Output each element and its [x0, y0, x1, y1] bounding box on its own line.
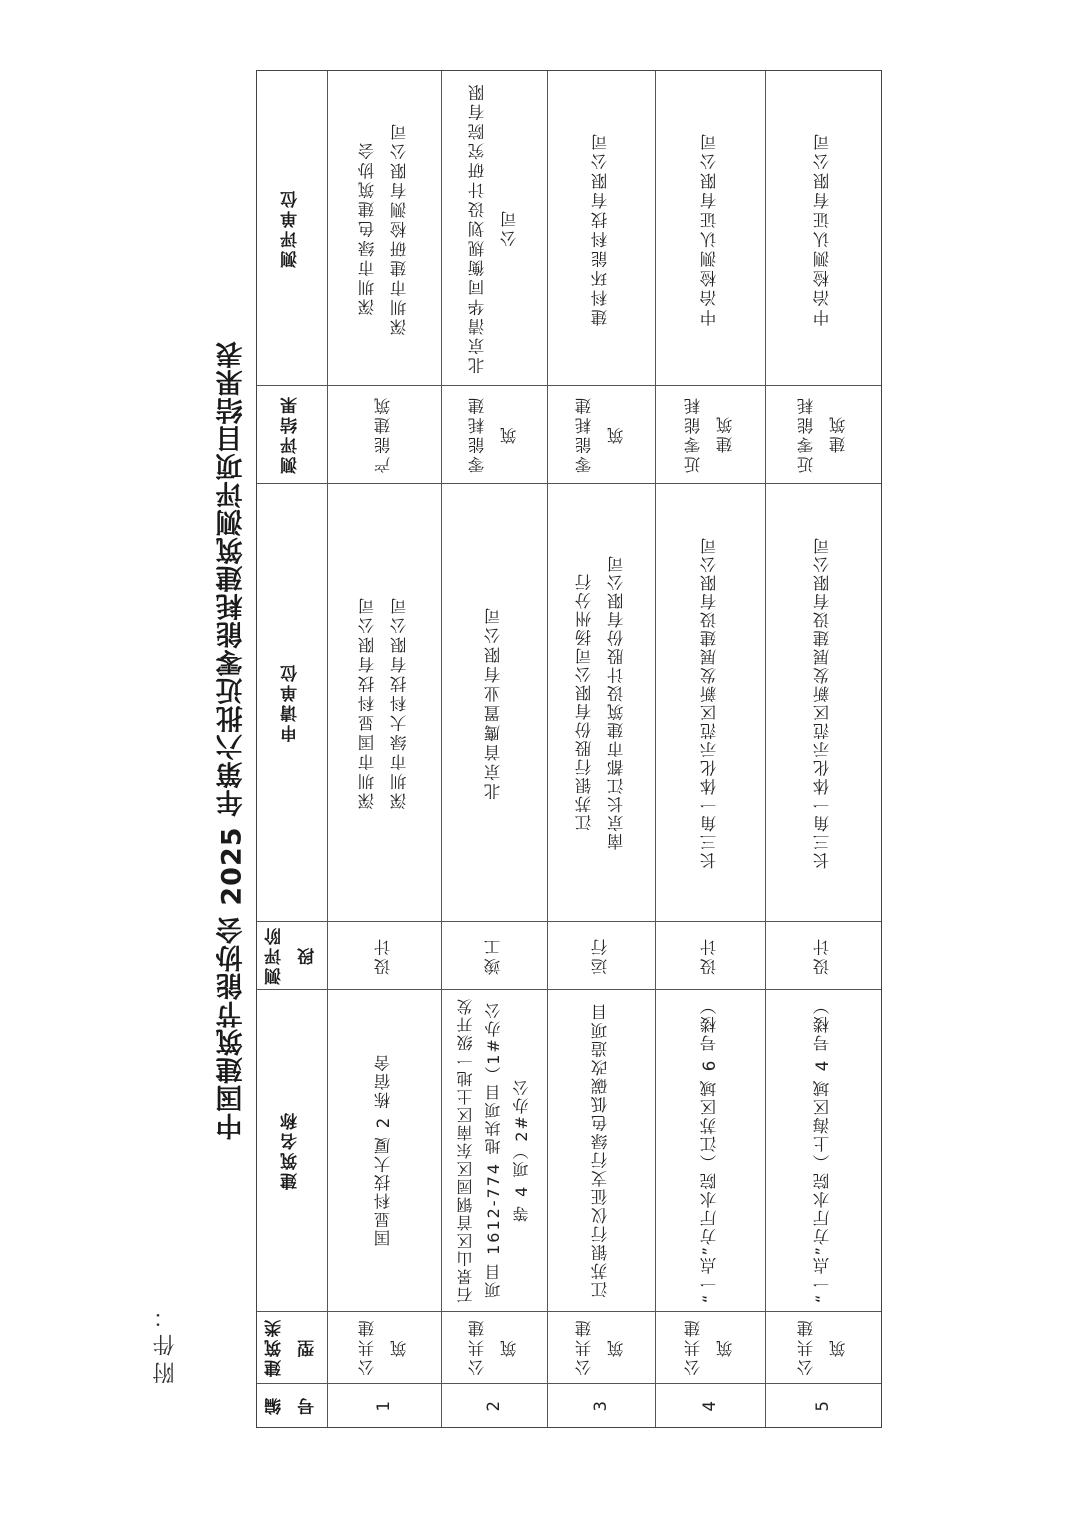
- row1-evaluator: 深圳市绿色建筑协会 深圳市建研检测有限公司: [357, 120, 409, 336]
- row3-no: [547, 1383, 655, 1427]
- row1-name: 国显科技大厦 2 栋宿舍: [373, 1053, 393, 1247]
- header-type: 建筑类型: [264, 1317, 318, 1377]
- row3-result: 零能耗建筑: [574, 395, 626, 473]
- page-title: 中国建筑节能协会 2025 年第六批近零能耗建筑测评项目结果表: [216, 340, 248, 1140]
- row4-type: 公共建筑: [683, 1317, 735, 1377]
- row1-no: [327, 1383, 441, 1427]
- row4-result: 近零能耗建筑: [683, 395, 735, 473]
- row2-no: [441, 1383, 547, 1427]
- row5-evaluator: 中冶检测认证有限公司: [812, 130, 832, 326]
- row1-applicant: 深圳市国显科技有限公司 深圳市绿大科技有限公司: [357, 594, 409, 810]
- row1-no-text: 1: [373, 1398, 393, 1412]
- row4-stage: 设计: [699, 935, 719, 975]
- header-evaluator: 测评单位: [281, 188, 302, 268]
- row2-result: 零能耗建筑: [467, 395, 519, 473]
- row4-evaluator: 中冶检测认证有限公司: [699, 130, 719, 326]
- row4-no-text: 4: [699, 1398, 719, 1412]
- row5-no-text: 5: [812, 1398, 832, 1412]
- row2-applicant: 北京首鹰置业有限公司: [483, 604, 503, 800]
- header-name: 建筑名称: [281, 1110, 302, 1190]
- row5-name: “一点”方厅水院（上海区域 4 号楼）: [812, 996, 832, 1304]
- row2-evaluator: 北京清华同衡规划设计研究院有限公司: [467, 81, 519, 375]
- row5-stage: 设计: [812, 935, 832, 975]
- row1-result: 产能建筑: [373, 395, 393, 473]
- row2-name: 石景山区首钢园区东南区土地一级开发项目 1612-774 地块项目（1#办公等 4 项）2#办公: [456, 997, 531, 1303]
- header-stage: 测评阶段: [264, 925, 318, 985]
- results-table: [256, 70, 882, 1428]
- row3-stage: 运行: [590, 935, 610, 975]
- row3-applicant: 江苏银行股份有限公司扬州分行 南京长江都市建筑设计股份有限公司: [574, 554, 626, 850]
- row5-no: [765, 1383, 881, 1427]
- row5-result: 近零能耗建筑: [796, 395, 848, 473]
- row3-no-text: 3: [590, 1398, 610, 1412]
- attachment-label: 附件：: [153, 1300, 178, 1384]
- header-no: [257, 1383, 327, 1427]
- row4-name: “一点”方厅水院（江苏区域 6 号楼）: [699, 996, 719, 1304]
- row4-applicant: 长三角一体化示范区新发展建设有限公司: [699, 535, 719, 869]
- row3-name: 江苏银行仪征支行绿色低碳改造项目: [590, 1002, 610, 1298]
- row2-stage: 竣工: [483, 935, 503, 975]
- header-no-text: 编号: [264, 1395, 318, 1415]
- header-applicant: 申请单位: [281, 662, 302, 742]
- row3-type: 公共建筑: [574, 1317, 626, 1377]
- row2-type: 公共建筑: [467, 1317, 519, 1377]
- header-result: 测评结果: [281, 394, 302, 474]
- row1-stage: 设计: [373, 935, 393, 975]
- row1-type: 公共建筑: [357, 1317, 409, 1377]
- row4-no: [655, 1383, 765, 1427]
- row5-applicant: 长三角一体化示范区新发展建设有限公司: [812, 535, 832, 869]
- row3-evaluator: 建科环能科技有限公司: [590, 130, 610, 326]
- row2-no-text: 2: [483, 1398, 503, 1412]
- row5-type: 公共建筑: [796, 1317, 848, 1377]
